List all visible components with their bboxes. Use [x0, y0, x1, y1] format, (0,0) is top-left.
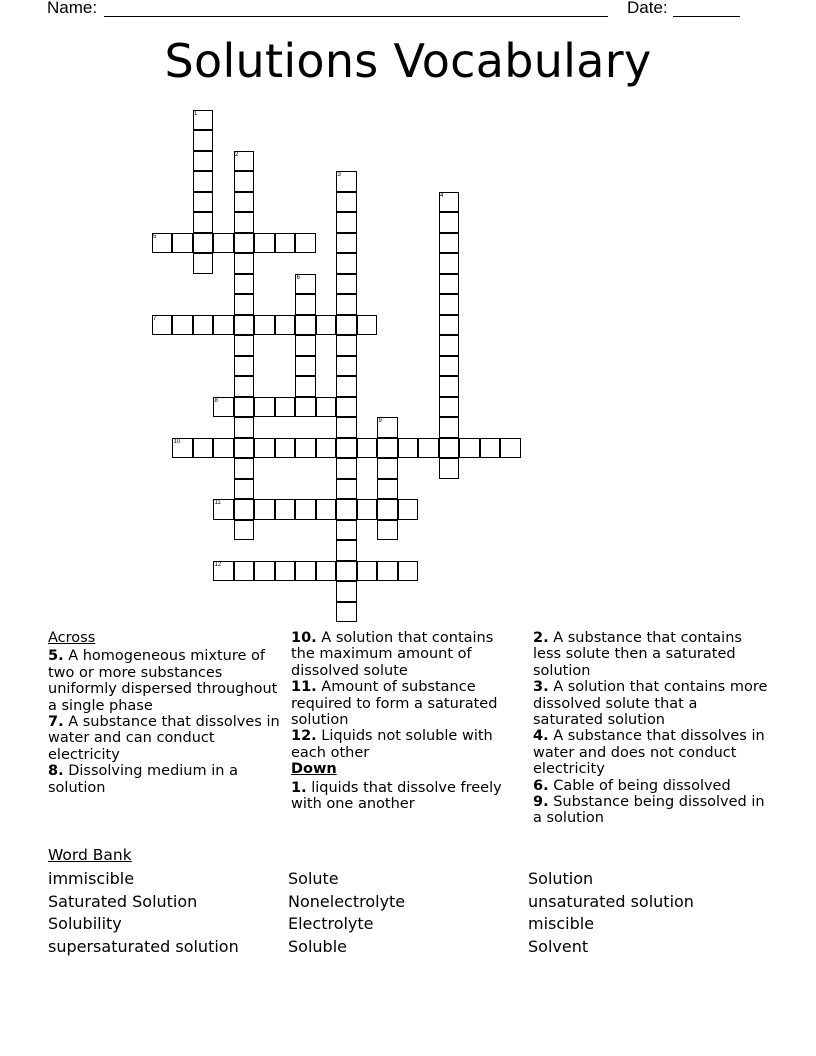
clue-down-2: 2. A substance that contains less solute then a saturated solution: [533, 630, 742, 679]
grid-cell[interactable]: [398, 499, 419, 520]
grid-cell[interactable]: [254, 438, 275, 459]
grid-cell[interactable]: [295, 376, 316, 397]
date-label: Date:: [627, 0, 668, 17]
grid-cell[interactable]: [213, 315, 234, 336]
grid-cell[interactable]: [357, 315, 378, 336]
grid-cell[interactable]: [295, 438, 316, 459]
grid-cell[interactable]: [439, 274, 460, 295]
grid-cell[interactable]: [234, 356, 255, 377]
grid-cell[interactable]: [377, 438, 398, 459]
grid-cell[interactable]: [336, 561, 357, 582]
word-bank-item: Solubility: [48, 914, 122, 934]
grid-cell[interactable]: [254, 397, 275, 418]
grid-cell[interactable]: [336, 212, 357, 233]
word-bank-item: Solvent: [528, 936, 589, 956]
grid-cell[interactable]: [336, 294, 357, 315]
grid-cell[interactable]: [357, 438, 378, 459]
grid-cell[interactable]: [316, 315, 337, 336]
clues-column-3: [533, 630, 768, 827]
grid-cell[interactable]: [254, 561, 275, 582]
grid-cell[interactable]: [234, 376, 255, 397]
word-bank-item: unsaturated solution: [528, 891, 694, 911]
grid-cell[interactable]: [336, 581, 357, 602]
word-bank-item: Soluble: [288, 936, 347, 956]
grid-cell[interactable]: [336, 397, 357, 418]
grid-cell[interactable]: [439, 253, 460, 274]
grid-cell[interactable]: [193, 233, 214, 254]
clue-number-label: 12: [214, 561, 222, 568]
clue-down-6: 6. Cable of being dissolved: [533, 777, 731, 794]
grid-cell[interactable]: [377, 561, 398, 582]
grid-cell[interactable]: [336, 356, 357, 377]
word-bank-item: supersaturated solution: [48, 936, 239, 956]
grid-cell[interactable]: [439, 438, 460, 459]
clue-across-5: 5. A homogeneous mixture of two or more substances uniformly dispersed throughout a single phase: [48, 648, 278, 714]
grid-cell[interactable]: [275, 499, 296, 520]
grid-cell[interactable]: [193, 130, 214, 151]
page-title: Solutions Vocabulary: [164, 34, 652, 88]
grid-cell[interactable]: [295, 397, 316, 418]
grid-cell[interactable]: [234, 294, 255, 315]
grid-cell[interactable]: [336, 335, 357, 356]
grid-cell[interactable]: [234, 520, 255, 541]
grid-cell[interactable]: [336, 315, 357, 336]
grid-cell[interactable]: [275, 233, 296, 254]
grid-cell[interactable]: [357, 499, 378, 520]
grid-cell[interactable]: [439, 315, 460, 336]
clue-down-4: 4. A substance that dissolves in water and does not conduct electricity: [533, 728, 765, 778]
grid-cell[interactable]: [336, 417, 357, 438]
grid-cell[interactable]: [439, 335, 460, 356]
grid-cell[interactable]: [295, 294, 316, 315]
grid-cell[interactable]: [172, 315, 193, 336]
grid-cell[interactable]: [377, 458, 398, 479]
grid-cell[interactable]: [316, 499, 337, 520]
clue-number-label: 8: [214, 397, 218, 404]
grid-cell[interactable]: [254, 233, 275, 254]
grid-cell[interactable]: [254, 499, 275, 520]
word-bank-column-2: [288, 868, 405, 958]
clue-down-3: 3. A solution that contains more dissolved solute that a saturated solution: [533, 679, 768, 729]
clue-across-10: 10. A solution that contains the maximum amount of dissolved solute: [291, 630, 494, 679]
grid-cell[interactable]: [336, 233, 357, 254]
grid-cell[interactable]: [439, 356, 460, 377]
grid-cell[interactable]: [336, 602, 357, 623]
clues-column-2: [291, 630, 513, 812]
grid-cell[interactable]: [234, 479, 255, 500]
grid-cell[interactable]: [193, 253, 214, 274]
grid-cell[interactable]: [234, 397, 255, 418]
grid-cell[interactable]: [193, 151, 214, 172]
grid-cell[interactable]: [234, 315, 255, 336]
grid-cell[interactable]: [398, 438, 419, 459]
down-heading: Down: [291, 761, 337, 778]
grid-cell[interactable]: [316, 397, 337, 418]
grid-cell[interactable]: [316, 438, 337, 459]
grid-cell[interactable]: [377, 499, 398, 520]
grid-cell[interactable]: [439, 417, 460, 438]
grid-cell[interactable]: [439, 294, 460, 315]
grid-cell[interactable]: [234, 233, 255, 254]
grid-cell[interactable]: [377, 520, 398, 541]
grid-cell[interactable]: [439, 458, 460, 479]
grid-cell[interactable]: [213, 438, 234, 459]
word-bank-item: Solution: [528, 869, 594, 888]
grid-cell[interactable]: [275, 315, 296, 336]
grid-cell[interactable]: [295, 315, 316, 336]
clue-across-8: 8. Dissolving medium in a solution: [48, 763, 238, 796]
grid-cell[interactable]: [234, 417, 255, 438]
across-heading: Across: [48, 630, 96, 646]
word-bank-item: Electrolyte: [288, 914, 374, 934]
clue-number-label: 5: [153, 233, 157, 240]
grid-cell[interactable]: [336, 520, 357, 541]
clue-across-12: 12. Liquids not soluble with each other: [291, 728, 493, 761]
grid-cell[interactable]: [439, 233, 460, 254]
clue-number-label: 3: [337, 172, 341, 178]
grid-cell[interactable]: [275, 561, 296, 582]
clue-number-label: 9: [378, 418, 382, 424]
grid-cell[interactable]: [336, 479, 357, 500]
grid-cell[interactable]: [336, 438, 357, 459]
grid-cell[interactable]: [234, 212, 255, 233]
grid-cell[interactable]: [193, 315, 214, 336]
grid-cell[interactable]: [500, 438, 521, 459]
grid-cell[interactable]: [234, 171, 255, 192]
word-bank-item: immiscible: [48, 869, 135, 888]
clue-number-label: 4: [440, 192, 444, 199]
grid-cell[interactable]: [336, 540, 357, 561]
grid-cell[interactable]: [336, 376, 357, 397]
grid-cell[interactable]: [193, 171, 214, 192]
grid-cell[interactable]: [439, 376, 460, 397]
grid-cell[interactable]: [418, 438, 439, 459]
grid-cell[interactable]: [275, 438, 296, 459]
grid-cell[interactable]: [234, 499, 255, 520]
clue-across-11: 11. Amount of substance required to form a saturated solution: [291, 679, 498, 729]
grid-cell[interactable]: [295, 499, 316, 520]
clue-number-label: 2: [235, 151, 239, 158]
grid-cell[interactable]: [193, 212, 214, 233]
grid-cell[interactable]: [193, 438, 214, 459]
word-bank-item: Nonelectrolyte: [288, 891, 406, 911]
grid-cell[interactable]: [234, 253, 255, 274]
grid-cell[interactable]: [439, 212, 460, 233]
clue-down-1: 1. liquids that dissolve freely with one another: [291, 779, 502, 813]
grid-cell[interactable]: [193, 192, 214, 213]
grid-cell[interactable]: [213, 233, 234, 254]
grid-cell[interactable]: [336, 192, 357, 213]
grid-cell[interactable]: [234, 561, 255, 582]
word-bank-column-1: [48, 868, 239, 958]
grid-cell[interactable]: [480, 438, 501, 459]
clues-column-1: [48, 630, 280, 796]
grid-cell[interactable]: [295, 335, 316, 356]
clue-number-label: 6: [296, 274, 300, 281]
grid-cell[interactable]: [275, 397, 296, 418]
name-label: Name:: [47, 0, 98, 17]
grid-cell[interactable]: [295, 356, 316, 377]
word-bank-item: miscible: [528, 914, 595, 934]
grid-cell[interactable]: [234, 438, 255, 459]
grid-cell[interactable]: [377, 479, 398, 500]
grid-cell[interactable]: [336, 274, 357, 295]
clue-down-9: 9. Substance being dissolved in a solution: [533, 794, 765, 827]
clue-number-label: 10: [173, 438, 181, 445]
grid-cell[interactable]: [336, 499, 357, 520]
grid-cell[interactable]: [172, 233, 193, 254]
grid-cell[interactable]: [234, 335, 255, 356]
grid-cell[interactable]: [336, 458, 357, 479]
grid-cell[interactable]: [398, 561, 419, 582]
grid-cell[interactable]: [295, 233, 316, 254]
grid-cell[interactable]: [234, 458, 255, 479]
grid-cell[interactable]: [254, 315, 275, 336]
grid-cell[interactable]: [336, 253, 357, 274]
clue-number-label: 11: [214, 500, 221, 506]
clue-number-label: 1: [194, 110, 198, 117]
grid-cell[interactable]: [459, 438, 480, 459]
clue-number-label: 7: [153, 315, 157, 322]
grid-cell[interactable]: [234, 274, 255, 295]
word-bank-item: Solute: [288, 869, 339, 888]
word-bank-heading: Word Bank: [48, 846, 132, 864]
grid-cell[interactable]: [234, 192, 255, 213]
grid-cell[interactable]: [357, 561, 378, 582]
word-bank-item: Saturated Solution: [48, 891, 198, 911]
word-bank-column-3: [528, 868, 694, 958]
grid-cell[interactable]: [439, 397, 460, 418]
clue-across-7: 7. A substance that dissolves in water and can conduct electricity: [48, 714, 280, 763]
grid-cell[interactable]: [295, 561, 316, 582]
grid-cell[interactable]: [316, 561, 337, 582]
